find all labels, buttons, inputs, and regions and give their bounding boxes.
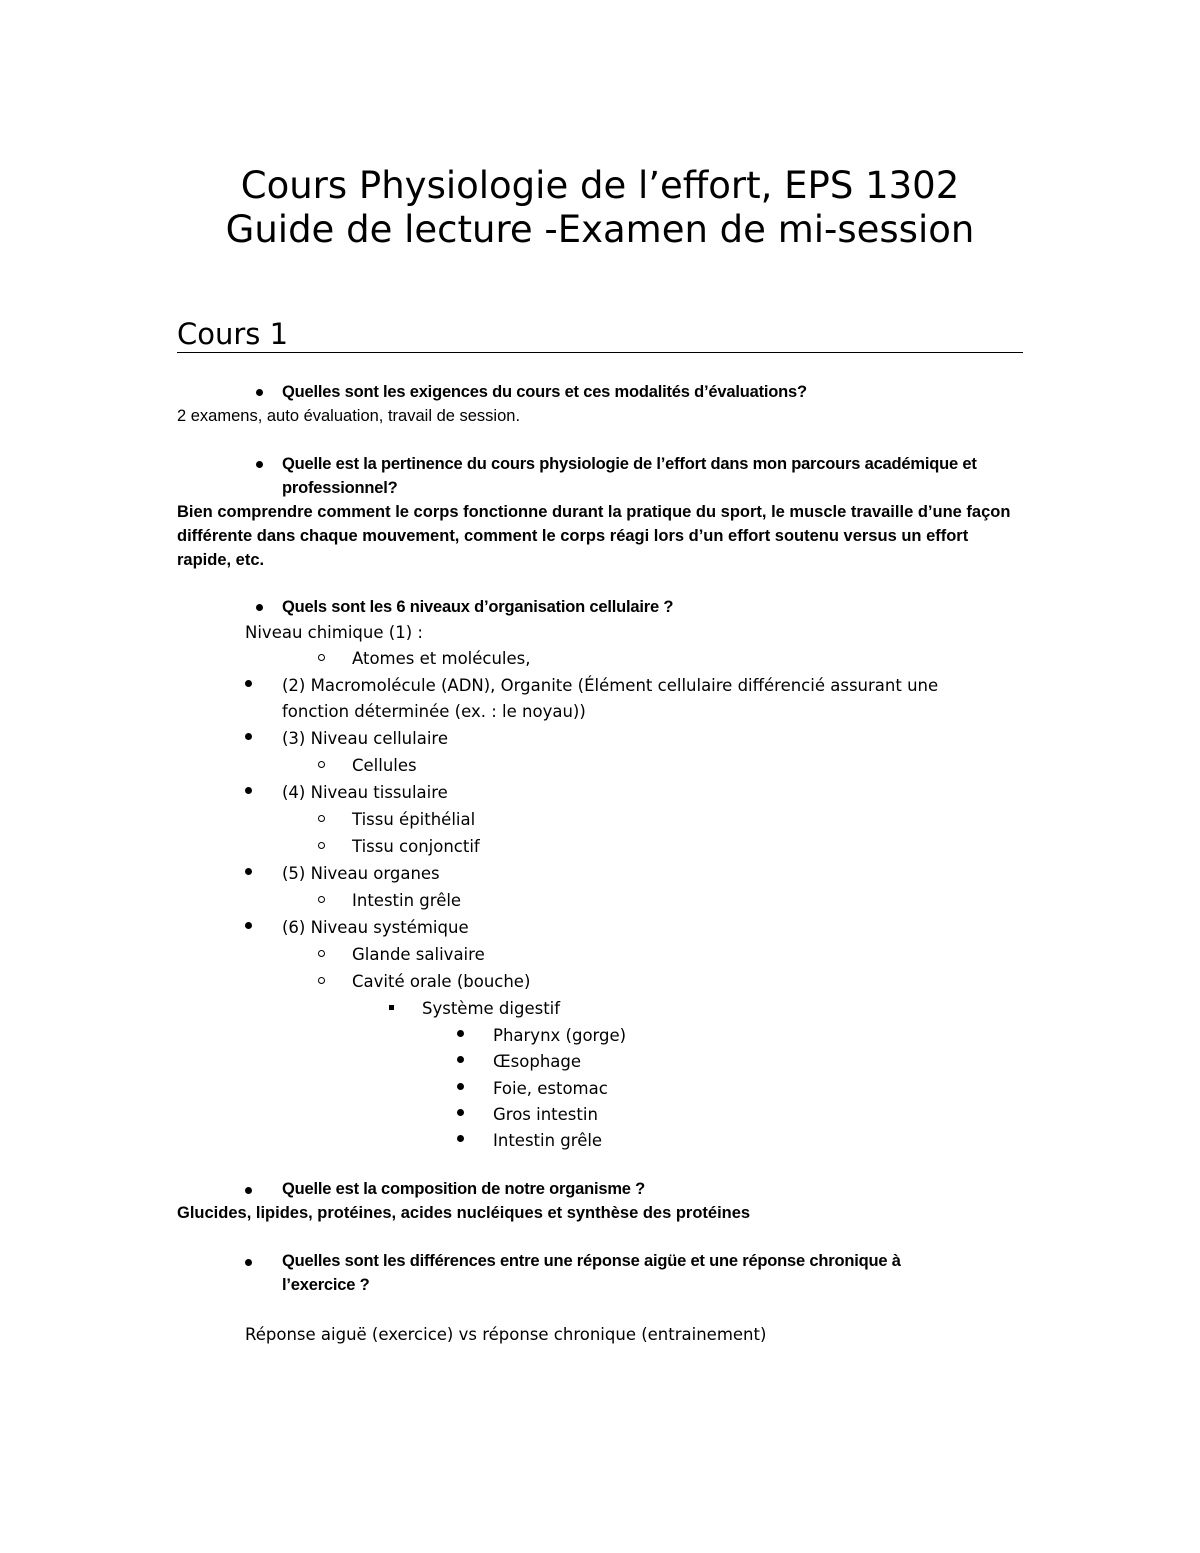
organ-item: Intestin grêle: [493, 1131, 603, 1150]
organ-item: Gros intestin: [493, 1105, 598, 1124]
bullet-icon: [256, 461, 263, 468]
bullet-icon: [457, 1083, 464, 1090]
circle-bullet-icon: [318, 896, 325, 903]
question-5-line-2: l’exercice ?: [282, 1276, 370, 1294]
bullet-icon: [457, 1135, 464, 1142]
level-4-item-2: Tissu conjonctif: [352, 837, 480, 856]
level-5: (5) Niveau organes: [282, 864, 440, 883]
bullet-icon: [457, 1056, 464, 1063]
answer-4: Glucides, lipides, protéines, acides nucléiques et synthèse des protéines: [177, 1204, 751, 1222]
answer-5: Réponse aiguë (exercice) vs réponse chronique (entrainement): [245, 1325, 767, 1344]
question-5-line-1: Quelles sont les différences entre une réponse aigüe et une réponse chronique à: [282, 1252, 901, 1270]
bullet-icon: [256, 389, 263, 396]
bullet-icon: [245, 787, 252, 794]
bullet-icon: [245, 733, 252, 740]
question-1: Quelles sont les exigences du cours et ces modalités d’évaluations?: [282, 383, 807, 401]
level-2-line-2: fonction déterminée (ex. : le noyau)): [282, 702, 586, 721]
bullet-icon: [245, 680, 252, 687]
level-2-line-1: (2) Macromolécule (ADN), Organite (Élément cellulaire différencié assurant une: [282, 676, 939, 695]
level-1-label: Niveau chimique (1) :: [245, 623, 423, 642]
level-4-item-1: Tissu épithélial: [352, 810, 476, 829]
answer-2-line-1: Bien comprendre comment le corps fonctionne durant la pratique du sport, le muscle travaille d’une façon: [177, 503, 1011, 521]
circle-bullet-icon: [318, 977, 325, 984]
organ-item: Œsophage: [493, 1052, 582, 1071]
level-6-item-1: Glande salivaire: [352, 945, 485, 964]
answer-1: 2 examens, auto évaluation, travail de session.: [177, 407, 521, 425]
answer-2-line-2: différente dans chaque mouvement, comment le corps réagi lors d’un effort soutenu versus un effort: [177, 527, 969, 545]
question-2-line-2: professionnel?: [282, 479, 398, 497]
level-6-item-2: Cavité orale (bouche): [352, 972, 531, 991]
organ-item: Foie, estomac: [493, 1079, 608, 1098]
level-3: (3) Niveau cellulaire: [282, 729, 448, 748]
organ-item: Pharynx (gorge): [493, 1026, 627, 1045]
bullet-icon: [457, 1030, 464, 1037]
circle-bullet-icon: [318, 842, 325, 849]
circle-bullet-icon: [318, 654, 325, 661]
level-1-item: Atomes et molécules,: [352, 649, 531, 668]
question-4: Quelle est la composition de notre organisme ?: [282, 1180, 646, 1198]
system-label: Système digestif: [422, 999, 561, 1018]
square-bullet-icon: [389, 1005, 394, 1010]
circle-bullet-icon: [318, 815, 325, 822]
title-line-1: Cours Physiologie de l’effort, EPS 1302: [240, 164, 960, 207]
level-5-item: Intestin grêle: [352, 891, 462, 910]
question-2-line-1: Quelle est la pertinence du cours physiologie de l’effort dans mon parcours académique et: [282, 455, 977, 473]
answer-2-line-3: rapide, etc.: [177, 551, 265, 569]
title-line-2: Guide de lecture -Examen de mi-session: [225, 208, 975, 251]
level-6: (6) Niveau systémique: [282, 918, 469, 937]
section-heading: Cours 1: [177, 316, 1023, 353]
bullet-icon: [245, 1259, 252, 1266]
level-3-item: Cellules: [352, 756, 417, 775]
question-3: Quels sont les 6 niveaux d’organisation cellulaire ?: [282, 598, 674, 616]
bullet-icon: [457, 1109, 464, 1116]
bullet-icon: [245, 1187, 252, 1194]
document-title: [0, 164, 1200, 252]
bullet-icon: [245, 922, 252, 929]
bullet-icon: [256, 604, 263, 611]
circle-bullet-icon: [318, 950, 325, 957]
level-4: (4) Niveau tissulaire: [282, 783, 448, 802]
circle-bullet-icon: [318, 761, 325, 768]
bullet-icon: [245, 868, 252, 875]
